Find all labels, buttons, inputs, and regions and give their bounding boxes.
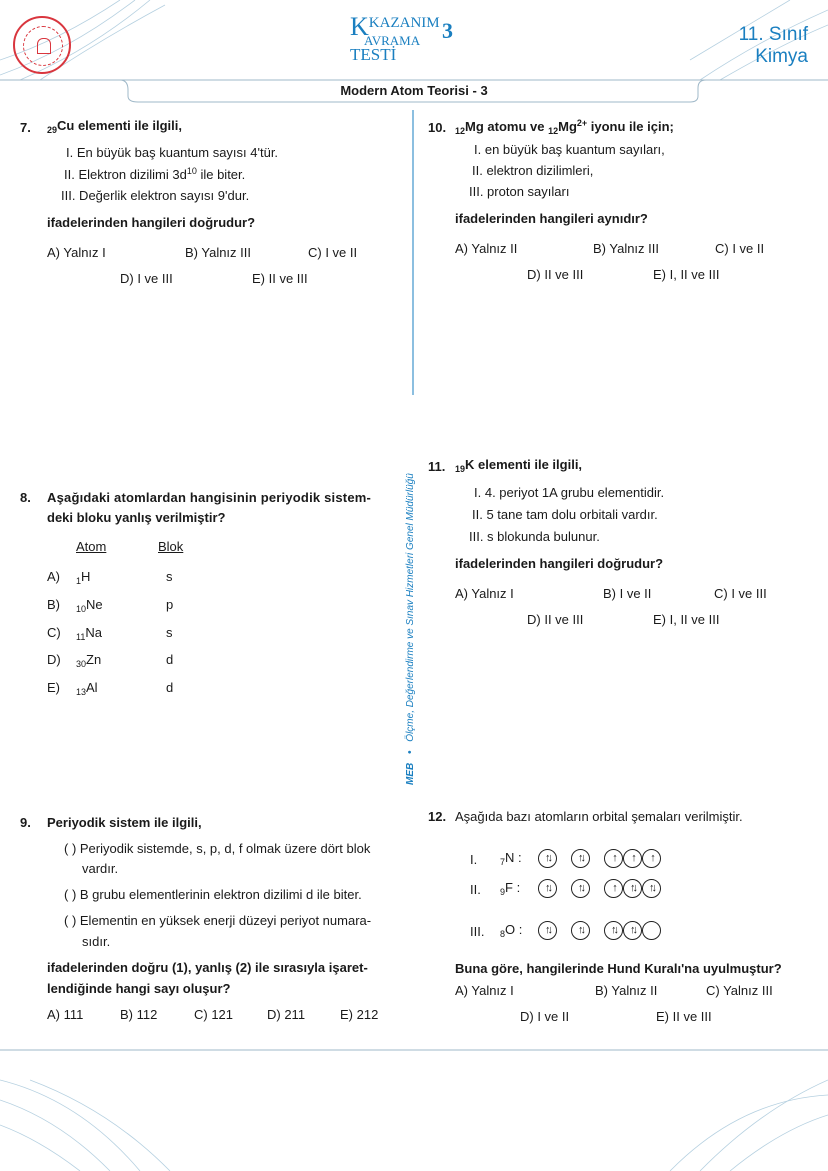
bullet: •	[405, 750, 416, 754]
element-symbol: N :	[505, 850, 522, 865]
q12-row-element	[500, 922, 522, 939]
q7-item-2-sup: 10	[186, 166, 197, 176]
element-symbol: Ne	[86, 597, 103, 612]
q7-item-3: III. Değerlik elektron sayısı 9'dur.	[61, 188, 250, 203]
q12-number: 12.	[428, 809, 447, 824]
q8-col-atom: Atom	[76, 539, 107, 554]
q9-item-3: ( ) Elementin en yüksek enerji düzeyi periyot numara-	[64, 913, 372, 928]
q8-col-block: Blok	[158, 539, 184, 554]
orbital-paired-icon: ↑↓	[571, 879, 590, 898]
orbital-single-icon: ↑	[623, 849, 642, 868]
orbital-paired-icon: ↑↓	[623, 921, 642, 940]
sidebar-vertical-text	[405, 473, 416, 785]
q8-row-block: d	[166, 652, 174, 667]
q12-option-c[interactable]: C) Yalnız III	[706, 983, 773, 998]
q9-option-b[interactable]: B) 112	[120, 1007, 158, 1022]
q7-option-a[interactable]: A) Yalnız I	[47, 245, 106, 260]
q7-option-c[interactable]: C) I ve II	[308, 245, 358, 260]
subject-label: Kimya	[755, 46, 808, 67]
dept-label: Ölçme, Değerlendirme ve Sınav Hizmetleri Genel Müdürlüğü	[405, 473, 416, 742]
q7-option-d[interactable]: D) I ve III	[120, 271, 173, 286]
q12-option-a[interactable]: A) Yalnız I	[455, 983, 514, 998]
q10-part3: iyonu ile için;	[587, 119, 674, 134]
q9-item-1: ( ) Periyodik sistemde, s, p, d, f olmak üzere dört blok	[64, 841, 371, 856]
logo-line3: TESTİ	[350, 45, 397, 64]
element-symbol: O :	[505, 922, 523, 937]
q9-prompt-1: ifadelerinden doğru (1), yanlış (2) ile sırasıyla işaret-	[47, 960, 368, 975]
q10-stem	[455, 118, 674, 136]
q12-option-e[interactable]: E) II ve III	[656, 1009, 712, 1024]
element-symbol: Na	[85, 625, 102, 640]
q9-option-e[interactable]: E) 212	[340, 1007, 379, 1022]
q10-sub1: 12	[455, 126, 466, 136]
q9-option-a[interactable]: A) 111	[47, 1007, 84, 1022]
q8-row-letter[interactable]: D)	[47, 652, 61, 667]
q11-stem-text: K elementi ile ilgili,	[465, 457, 583, 472]
q11-item-2: II. 5 tane tam dolu orbitali vardır.	[472, 507, 658, 522]
q8-row-atom	[76, 597, 103, 614]
q11-atomic-number: 19	[455, 464, 466, 474]
orbital-single-icon: ↑	[642, 849, 661, 868]
q10-prompt: ifadelerinden hangileri aynıdır?	[455, 211, 648, 226]
q10-option-e[interactable]: E) I, II ve III	[653, 267, 720, 282]
q11-item-1: I. 4. periyot 1A grubu elementidir.	[474, 485, 665, 500]
q10-part1: Mg atomu ve	[465, 119, 549, 134]
page-title: Modern Atom Teorisi - 3	[340, 83, 488, 98]
orbital-single-icon: ↑	[604, 879, 623, 898]
q11-option-b[interactable]: B) I ve II	[603, 586, 652, 601]
q11-option-c[interactable]: C) I ve III	[714, 586, 767, 601]
atomic-number: 30	[76, 659, 87, 669]
orbital-diagram	[538, 849, 661, 868]
q10-option-c[interactable]: C) I ve II	[715, 241, 765, 256]
q7-option-b[interactable]: B) Yalnız III	[185, 245, 251, 260]
q8-row-letter[interactable]: A)	[47, 569, 60, 584]
q9-item-2: ( ) B grubu elementlerinin elektron dizilimi d ile biter.	[64, 887, 362, 902]
q8-row-block: d	[166, 680, 174, 695]
q11-option-a[interactable]: A) Yalnız I	[455, 586, 514, 601]
element-symbol: Zn	[86, 652, 102, 667]
q7-item-2-tail: ile biter.	[196, 167, 246, 182]
atomic-number: 1	[76, 576, 82, 586]
q7-prompt: ifadelerinden hangileri doğrudur?	[47, 215, 256, 230]
q7-stem	[47, 118, 182, 135]
orbital-empty-icon	[642, 921, 661, 940]
orbital-paired-icon: ↑↓	[623, 879, 642, 898]
q11-stem	[455, 457, 582, 474]
q7-number: 7.	[20, 120, 31, 135]
q11-item-3: III. s blokunda bulunur.	[469, 529, 600, 544]
atomic-number: 8	[500, 929, 506, 939]
q11-number: 11.	[428, 459, 446, 474]
q10-option-b[interactable]: B) Yalnız III	[593, 241, 659, 256]
q7-option-e[interactable]: E) II ve III	[252, 271, 308, 286]
q12-row-element	[500, 880, 520, 897]
q9-item-1-cont: vardır.	[82, 861, 119, 876]
q8-row-atom	[76, 652, 101, 669]
q8-row-block: p	[166, 597, 174, 612]
q9-option-d[interactable]: D) 211	[267, 1007, 306, 1022]
atomic-number: 9	[500, 887, 506, 897]
element-symbol: Al	[86, 680, 98, 695]
orbital-paired-icon: ↑↓	[604, 921, 623, 940]
q7-item-2	[64, 166, 245, 182]
q8-row-atom	[76, 569, 90, 586]
q12-row-label: III.	[470, 924, 485, 939]
q7-item-1: I. En büyük baş kuantum sayısı 4'tür.	[66, 145, 279, 160]
q12-row-element	[500, 850, 522, 867]
q9-option-c[interactable]: C) 121	[194, 1007, 234, 1022]
orbital-diagram	[538, 879, 661, 898]
q9-number: 9.	[20, 815, 31, 830]
orbital-paired-icon: ↑↓	[538, 921, 557, 940]
test-number: 3	[442, 18, 453, 43]
q10-part2: Mg	[558, 119, 577, 134]
q10-item-3: III. proton sayıları	[469, 184, 570, 199]
q11-prompt: ifadelerinden hangileri doğrudur?	[455, 556, 664, 571]
logo-line2: AVRAMA	[364, 33, 421, 48]
q7-item-2-text: II. Elektron dizilimi 3d	[64, 167, 187, 182]
atomic-number: 10	[76, 604, 87, 614]
orbital-diagram	[538, 921, 661, 940]
q10-item-2: II. elektron dizilimleri,	[472, 163, 594, 178]
q9-item-3-cont: sıdır.	[82, 934, 111, 949]
logo-line1: KAZANIM	[368, 15, 440, 31]
orbital-paired-icon: ↑↓	[538, 879, 557, 898]
atomic-number: 7	[500, 857, 506, 867]
q12-row-label: I.	[470, 852, 478, 867]
org-label: MEB	[405, 762, 416, 785]
q8-stem-1: Aşağıdaki atomlardan hangisinin periyodik sistem-	[47, 490, 372, 505]
q8-stem-2: deki bloku yanlış verilmiştir?	[47, 510, 226, 525]
q10-number: 10.	[428, 120, 447, 135]
q9-prompt-2: lendiğinde hangi sayı oluşur?	[47, 981, 231, 996]
orbital-paired-icon: ↑↓	[642, 879, 661, 898]
q8-row-letter[interactable]: C)	[47, 625, 61, 640]
q10-option-d[interactable]: D) II ve III	[527, 267, 584, 282]
atomic-number: 13	[76, 687, 87, 697]
q9-stem: Periyodik sistem ile ilgili,	[47, 815, 202, 830]
q11-option-e[interactable]: E) I, II ve III	[653, 612, 720, 627]
q8-row-atom	[76, 680, 98, 697]
q8-row-atom	[76, 625, 102, 642]
q10-charge: 2+	[576, 118, 588, 128]
q8-row-letter[interactable]: E)	[47, 680, 60, 695]
element-symbol: H	[81, 569, 91, 584]
orbital-paired-icon: ↑↓	[538, 849, 557, 868]
q10-sub2: 12	[548, 126, 559, 136]
q11-option-d[interactable]: D) II ve III	[527, 612, 584, 627]
logo-kazanim: KKAZANIM AVRAMA TESTİ	[350, 12, 440, 64]
grade-label: 11. Sınıf	[738, 24, 808, 45]
orbital-single-icon: ↑	[604, 849, 623, 868]
orbital-paired-icon: ↑↓	[571, 849, 590, 868]
q12-option-d[interactable]: D) I ve II	[520, 1009, 570, 1024]
q10-option-a[interactable]: A) Yalnız II	[455, 241, 518, 256]
q10-item-1: I. en büyük baş kuantum sayıları,	[474, 142, 665, 157]
q8-row-letter[interactable]: B)	[47, 597, 60, 612]
q8-row-block: s	[166, 625, 173, 640]
atomic-number: 11	[76, 632, 86, 642]
q8-row-block: s	[166, 569, 173, 584]
q8-number: 8.	[20, 490, 31, 505]
q12-option-b[interactable]: B) Yalnız II	[595, 983, 658, 998]
ministry-seal-logo	[13, 16, 71, 74]
q12-stem: Aşağıda bazı atomların orbital şemaları verilmiştir.	[455, 809, 743, 824]
element-symbol: F :	[505, 880, 521, 895]
q7-stem-text: Cu elementi ile ilgili,	[57, 118, 182, 133]
q12-row-label: II.	[470, 882, 481, 897]
q7-atomic-number: 29	[47, 125, 58, 135]
q12-prompt: Buna göre, hangilerinde Hund Kuralı'na uyulmuştur?	[455, 961, 782, 976]
orbital-paired-icon: ↑↓	[571, 921, 590, 940]
